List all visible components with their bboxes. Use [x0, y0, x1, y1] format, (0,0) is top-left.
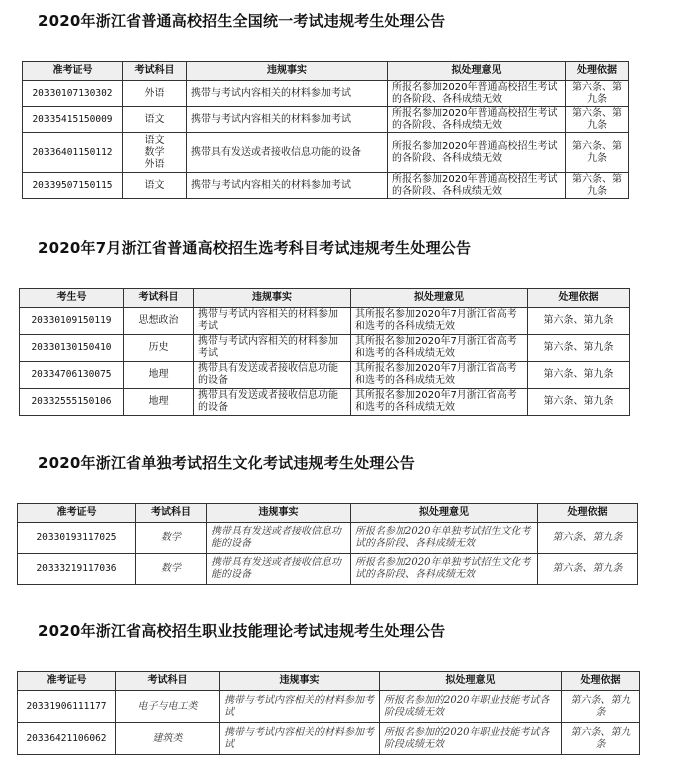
violation-table: [22, 61, 629, 199]
cell-id: 20331906111177: [18, 691, 116, 723]
cell-subject: 思想政治: [124, 308, 194, 335]
cell-id: 20332555150106: [20, 389, 124, 416]
col-header-fact: 违规事实: [220, 672, 380, 691]
cell-basis: 第六条、第九条: [562, 723, 640, 755]
cell-subject: 电子与电工类: [116, 691, 220, 723]
cell-opinion: 所报名参加的2020年职业技能考试各阶段成绩无效: [380, 691, 562, 723]
cell-fact: 携带具有发送或者接收信息功能的设备: [207, 554, 351, 585]
col-header-opinion: 拟处理意见: [380, 672, 562, 691]
violation-table: [17, 503, 638, 585]
col-header-id: 准考证号: [18, 672, 116, 691]
col-header-opinion: 拟处理意见: [388, 62, 566, 81]
cell-basis: 第六条、第九条: [538, 554, 638, 585]
table-row: [20, 389, 630, 416]
violation-table: [19, 288, 630, 416]
col-header-basis: 处理依据: [538, 504, 638, 523]
cell-fact: 携带具有发送或者接收信息功能的设备: [187, 133, 388, 173]
table-row: [23, 133, 629, 173]
cell-opinion: 所报名参加2020年普通高校招生考试的各阶段、各科成绩无效: [388, 173, 566, 199]
table-header-row: [23, 62, 629, 81]
cell-id: 20330130150410: [20, 335, 124, 362]
table-row: [18, 523, 638, 554]
violation-table: [17, 671, 640, 755]
cell-opinion: 所报名参加2020年普通高校招生考试的各阶段、各科成绩无效: [388, 133, 566, 173]
cell-basis: 第六条、第九条: [566, 107, 629, 133]
cell-subject: 语文: [123, 107, 187, 133]
cell-id: 20339507150115: [23, 173, 123, 199]
cell-id: 20333219117036: [18, 554, 136, 585]
cell-fact: 携带与考试内容相关的材料参加考试: [220, 691, 380, 723]
cell-opinion: 所报名参加2020年单独考试招生文化考试的各阶段、各科成绩无效: [351, 523, 538, 554]
table-row: [23, 81, 629, 107]
col-header-basis: 处理依据: [562, 672, 640, 691]
cell-subject: 建筑类: [116, 723, 220, 755]
cell-fact: 携带具有发送或者接收信息功能的设备: [207, 523, 351, 554]
col-header-basis: 处理依据: [528, 289, 630, 308]
cell-id: 20330109150119: [20, 308, 124, 335]
cell-fact: 携带与考试内容相关的材料参加考试: [220, 723, 380, 755]
cell-subject: 语文: [123, 173, 187, 199]
cell-fact: 携带具有发送或者接收信息功能的设备: [194, 389, 351, 416]
cell-subject: 地理: [124, 389, 194, 416]
cell-fact: 携带与考试内容相关的材料参加考试: [194, 335, 351, 362]
cell-opinion: 所报名参加2020年普通高校招生考试的各阶段、各科成绩无效: [388, 81, 566, 107]
col-header-subject: 考试科目: [136, 504, 207, 523]
cell-opinion: 所报名参加2020年普通高校招生考试的各阶段、各科成绩无效: [388, 107, 566, 133]
subject-line: 语文: [144, 134, 165, 146]
col-header-basis: 处理依据: [566, 62, 629, 81]
table-row: [20, 335, 630, 362]
table-row: [18, 691, 640, 723]
table-row: [18, 554, 638, 585]
cell-basis: 第六条、第九条: [528, 389, 630, 416]
cell-subject: 数学: [136, 523, 207, 554]
cell-id: 20330107130302: [23, 81, 123, 107]
table-row: [23, 173, 629, 199]
cell-opinion: 其所报名参加2020年7月浙江省高考和选考的各科成绩无效: [351, 389, 528, 416]
cell-fact: 携带与考试内容相关的材料参加考试: [194, 308, 351, 335]
cell-basis: 第六条、第九条: [566, 81, 629, 107]
cell-subject: 数学: [136, 554, 207, 585]
col-header-id: 考生号: [20, 289, 124, 308]
col-header-id: 准考证号: [18, 504, 136, 523]
col-header-fact: 违规事实: [194, 289, 351, 308]
cell-subject: [123, 133, 187, 173]
col-header-subject: 考试科目: [124, 289, 194, 308]
cell-opinion: 所报名参加的2020年职业技能考试各阶段成绩无效: [380, 723, 562, 755]
cell-basis: 第六条、第九条: [566, 133, 629, 173]
table-row: [23, 107, 629, 133]
cell-subject: 地理: [124, 362, 194, 389]
table-row: [20, 308, 630, 335]
section-title: 2020年7月浙江省普通高校招生选考科目考试违规考生处理公告: [38, 239, 472, 257]
cell-basis: 第六条、第九条: [528, 335, 630, 362]
cell-opinion: 其所报名参加2020年7月浙江省高考和选考的各科成绩无效: [351, 308, 528, 335]
cell-subject: 外语: [123, 81, 187, 107]
col-header-opinion: 拟处理意见: [351, 504, 538, 523]
cell-basis: 第六条、第九条: [528, 362, 630, 389]
cell-fact: 携带与考试内容相关的材料参加考试: [187, 173, 388, 199]
table-header-row: [20, 289, 630, 308]
cell-id: 20334706130075: [20, 362, 124, 389]
cell-id: 20330193117025: [18, 523, 136, 554]
cell-basis: 第六条、第九条: [566, 173, 629, 199]
cell-basis: 第六条、第九条: [528, 308, 630, 335]
cell-id: 20336401150112: [23, 133, 123, 173]
cell-fact: 携带与考试内容相关的材料参加考试: [187, 81, 388, 107]
cell-id: 20335415150009: [23, 107, 123, 133]
col-header-id: 准考证号: [23, 62, 123, 81]
col-header-fact: 违规事实: [207, 504, 351, 523]
col-header-opinion: 拟处理意见: [351, 289, 528, 308]
table-header-row: [18, 672, 640, 691]
cell-opinion: 其所报名参加2020年7月浙江省高考和选考的各科成绩无效: [351, 362, 528, 389]
col-header-fact: 违规事实: [187, 62, 388, 81]
cell-basis: 第六条、第九条: [562, 691, 640, 723]
cell-opinion: 其所报名参加2020年7月浙江省高考和选考的各科成绩无效: [351, 335, 528, 362]
table-row: [18, 723, 640, 755]
table-header-row: [18, 504, 638, 523]
cell-opinion: 所报名参加2020年单独考试招生文化考试的各阶段、各科成绩无效: [351, 554, 538, 585]
col-header-subject: 考试科目: [123, 62, 187, 81]
col-header-subject: 考试科目: [116, 672, 220, 691]
subject-line: 数学: [144, 146, 165, 158]
section-title: 2020年浙江省高校招生职业技能理论考试违规考生处理公告: [38, 622, 446, 640]
cell-fact: 携带具有发送或者接收信息功能的设备: [194, 362, 351, 389]
section-title: 2020年浙江省普通高校招生全国统一考试违规考生处理公告: [38, 12, 446, 30]
cell-fact: 携带与考试内容相关的材料参加考试: [187, 107, 388, 133]
cell-subject: 历史: [124, 335, 194, 362]
subject-line: 外语: [144, 158, 165, 170]
cell-id: 20336421106062: [18, 723, 116, 755]
table-row: [20, 362, 630, 389]
section-title: 2020年浙江省单独考试招生文化考试违规考生处理公告: [38, 454, 415, 472]
cell-basis: 第六条、第九条: [538, 523, 638, 554]
